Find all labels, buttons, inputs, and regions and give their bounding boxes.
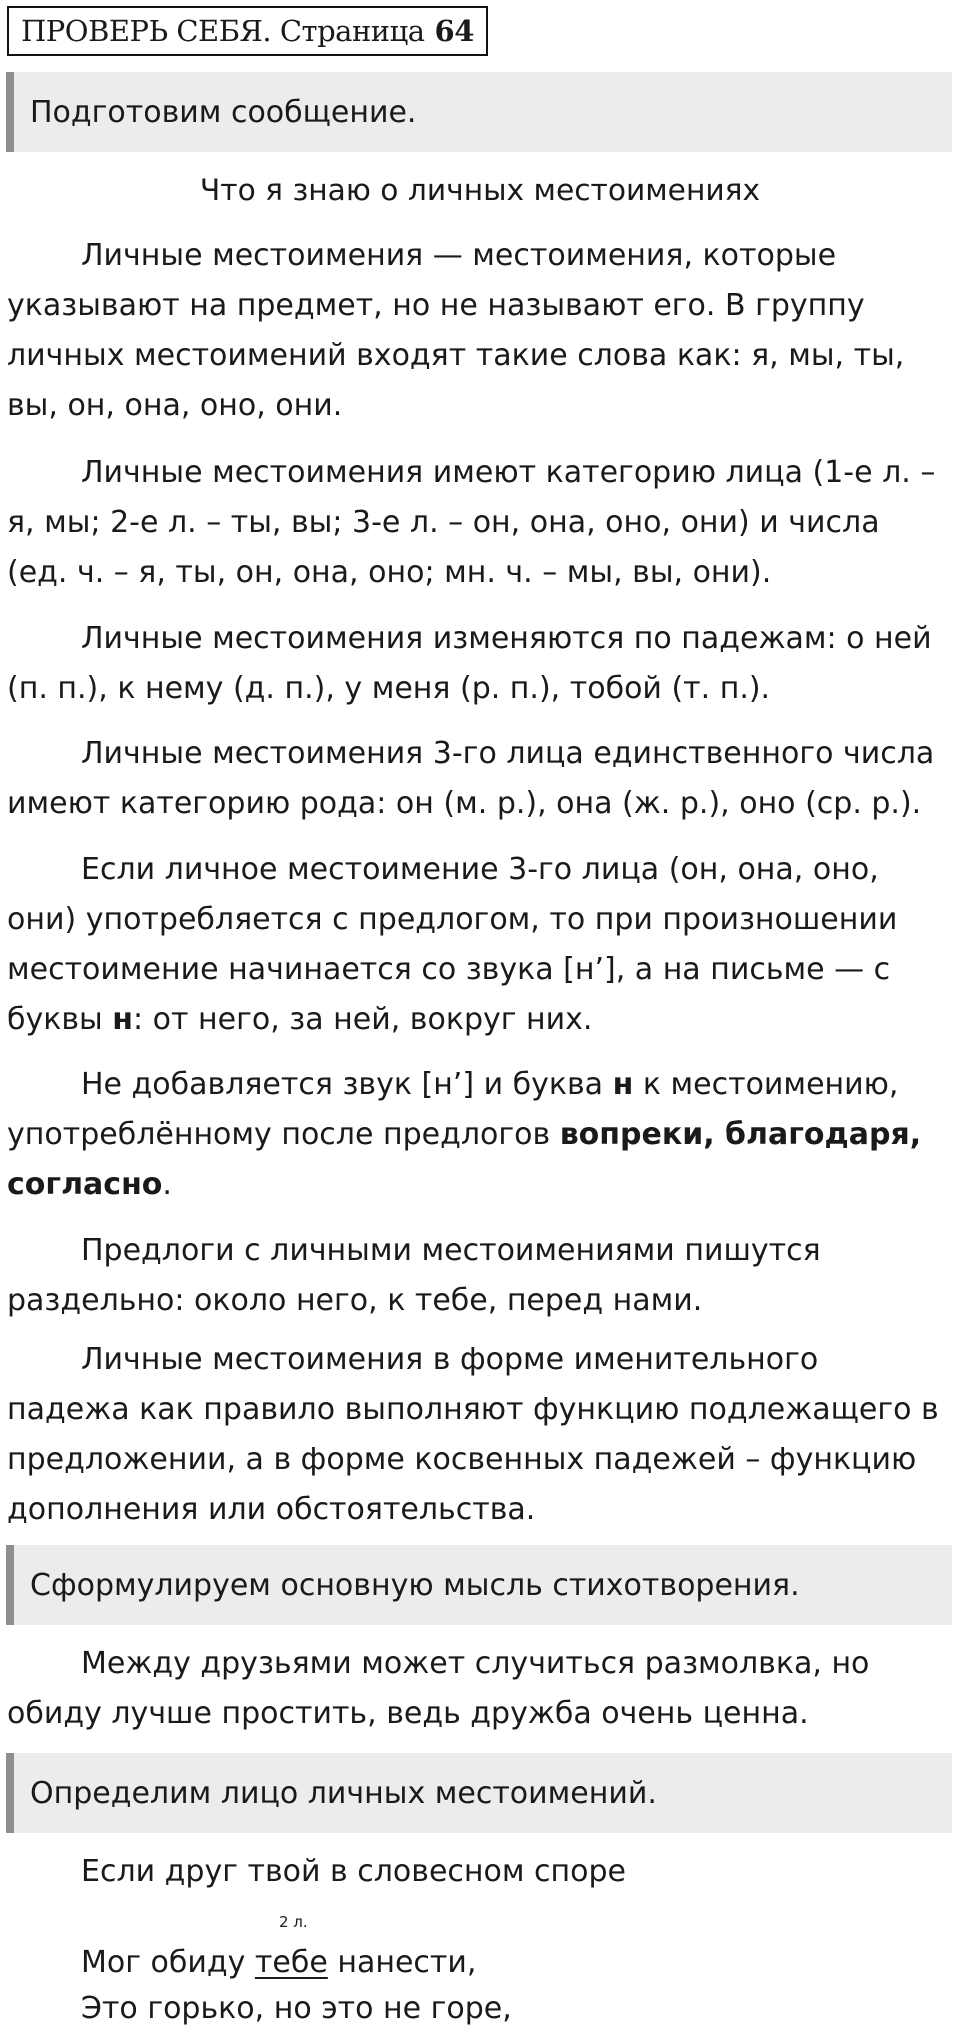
bold-letter: н [612,1067,634,1102]
text-run: буквы [7,1002,113,1037]
paragraph-line: дополнения или обстоятельства. [7,1492,536,1527]
paragraph-line: Личные местоимения 3-го лица единственного числа [81,736,935,771]
text-run: . [162,1167,172,1202]
paragraph-line: я, мы; 2-е л. – ты, вы; 3-е л. – он, она, оно, они) и числа [7,505,880,540]
paragraph-line: Личные местоимения — местоимения, которые [81,238,837,273]
paragraph-line: личных местоимений входят такие слова как: я, мы, ты, [7,338,905,373]
paragraph-line: вы, он, она, оно, они. [7,388,343,423]
paragraph-line: (п. п.), к нему (д. п.), у меня (р. п.), тобой (т. п.). [7,671,771,706]
poem-line [81,1944,476,1982]
paragraph-line: падежа как правило выполняют функцию подлежащего в [7,1392,939,1427]
text-run: нанести, [327,1945,477,1980]
person-annotation: 2 л. [279,1913,308,1931]
paragraph-line: Между друзьями может случиться размолвка, но [81,1646,870,1681]
page-header [7,6,488,56]
paragraph-line: Личные местоимения имеют категорию лица (1-е л. – [81,455,936,490]
paragraph-line: имеют категорию рода: он (м. р.), она (ж. р.), оно (ср. р.). [7,786,922,821]
poem-line: Это горько, но это не горе, [81,1991,512,2026]
paragraph-line: Если личное местоимение 3-го лица (он, она, оно, [81,852,879,887]
paragraph-line: (ед. ч. – я, ты, он, она, оно; мн. ч. – мы, вы, они). [7,555,772,590]
text-run: Не добавляется звук [н’] и буква [81,1067,613,1102]
paragraph-line [81,1066,898,1104]
paragraph-line [7,1166,172,1204]
bold-text: вопреки, благодаря, [559,1117,922,1152]
task-banner-pronoun-person [6,1753,952,1833]
header-title: ПРОВЕРЬ СЕБЯ. Страница [21,14,425,48]
bold-text: согласно [7,1167,163,1202]
text-run: к местоимению, [633,1067,899,1102]
task-banner-main-idea [6,1545,952,1625]
banner-label: Определим лицо личных местоимений. [30,1775,657,1811]
article-title: Что я знаю о личных местоимениях [199,173,761,208]
header-page-number: 64 [434,14,474,48]
text-run: Мог обиду [81,1945,255,1980]
paragraph-line [7,1001,592,1039]
paragraph-line: они) употребляется с предлогом, то при произношении [7,902,898,937]
paragraph-line: указывают на предмет, но не называют его. В группу [7,288,865,323]
paragraph-line: местоимение начинается со звука [н’], а на письме — с [7,952,891,987]
paragraph-line: предложении, а в форме косвенных падежей – функцию [7,1442,917,1477]
text-run: : от него, за ней, вокруг них. [133,1002,593,1037]
task-banner-report [6,72,952,152]
paragraph-line [7,1116,921,1154]
paragraph-line: Личные местоимения изменяются по падежам: о ней [81,621,932,656]
poem-line: Если друг твой в словесном споре [81,1854,627,1889]
banner-label: Подготовим сообщение. [30,94,417,130]
bold-letter: н [112,1002,134,1037]
paragraph-line: обиду лучше простить, ведь дружба очень ценна. [7,1696,809,1731]
paragraph-line: Личные местоимения в форме именительного [81,1342,819,1377]
banner-label: Сформулируем основную мысль стихотворения. [30,1567,800,1603]
paragraph-line: Предлоги с личными местоимениями пишутся [81,1233,821,1268]
underlined-pronoun: тебе [254,1945,328,1980]
paragraph-line: раздельно: около него, к тебе, перед нами. [7,1283,703,1318]
text-run: употреблённому после предлогов [7,1117,560,1152]
